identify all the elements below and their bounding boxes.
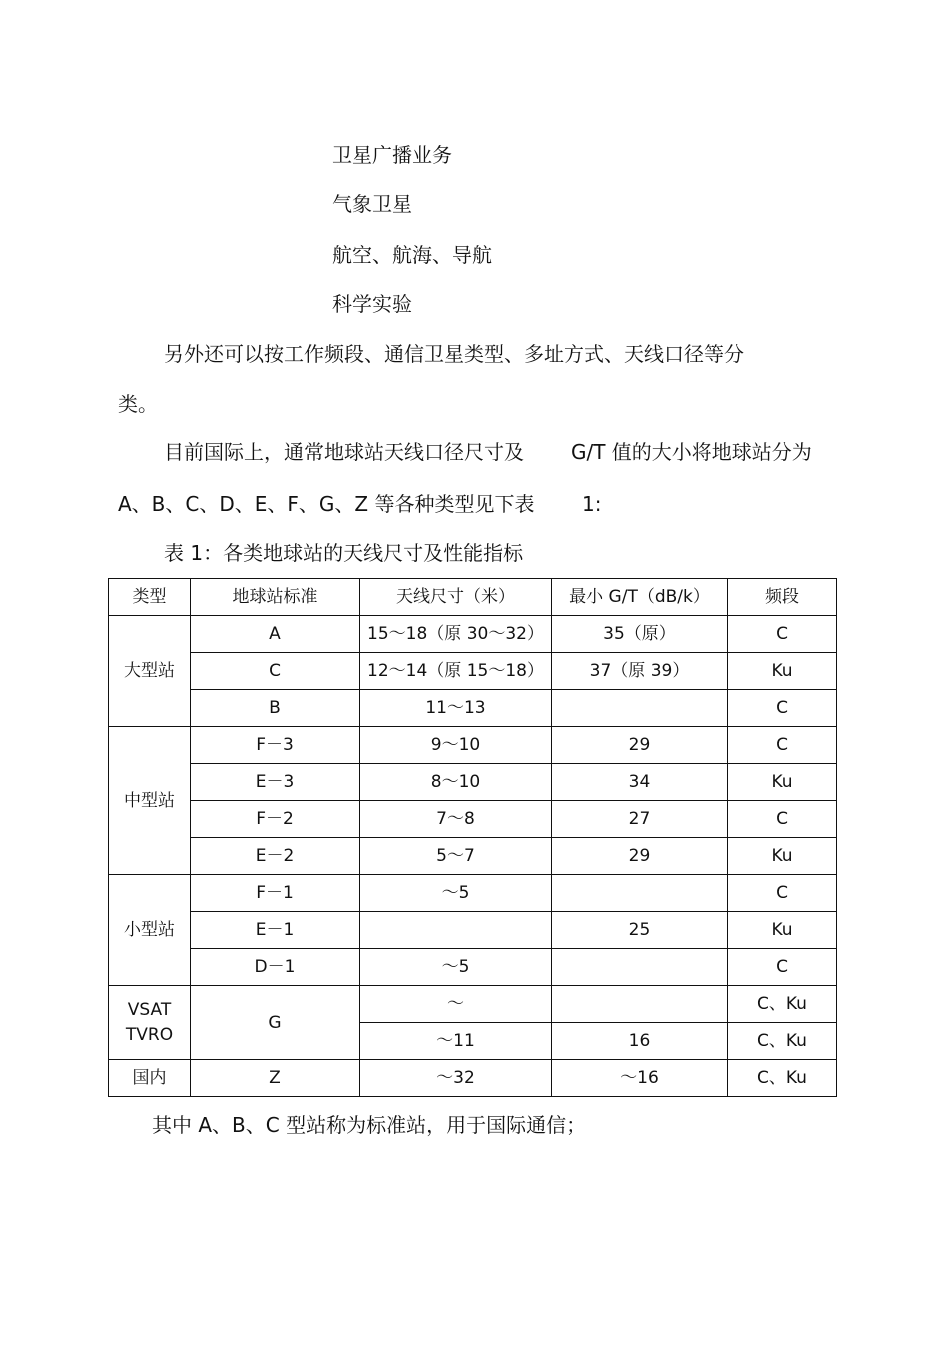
band-cell: C [728, 616, 837, 653]
standard-cell: C [191, 653, 360, 690]
station-type-cell: VSAT TVRO [109, 986, 191, 1060]
band-cell: Ku [728, 764, 837, 801]
earth-station-table [108, 578, 837, 1097]
station-table-wrapper [108, 578, 837, 1097]
table-row [109, 838, 837, 875]
standard-cell: E－3 [191, 764, 360, 801]
min-gt-cell [552, 986, 728, 1023]
min-gt-cell: 34 [552, 764, 728, 801]
table-caption: 表 1：各类地球站的天线尺寸及性能指标 [164, 541, 524, 565]
standard-cell: D－1 [191, 949, 360, 986]
min-gt-cell [552, 690, 728, 727]
antenna-size-cell: ～5 [360, 875, 552, 912]
table-row [109, 875, 837, 912]
min-gt-cell: 25 [552, 912, 728, 949]
paragraph-line: 其中 A、B、C 型站称为标准站，用于国际通信； [152, 1113, 587, 1137]
antenna-size-cell: ～32 [360, 1060, 552, 1097]
header-antenna-size: 天线尺寸（米） [360, 579, 552, 616]
paragraph-line: 1: [582, 492, 602, 516]
band-cell: C [728, 727, 837, 764]
table-row [109, 912, 837, 949]
table-row [109, 616, 837, 653]
table-row [109, 1060, 837, 1097]
min-gt-cell: 29 [552, 838, 728, 875]
station-type-cell: 大型站 [109, 616, 191, 727]
paragraph-line: 目前国际上，通常地球站天线口径尺寸及 [164, 440, 524, 464]
band-cell: C、Ku [728, 1023, 837, 1060]
antenna-size-cell [360, 912, 552, 949]
antenna-size-cell: ～ [360, 986, 552, 1023]
list-item: 气象卫星 [332, 192, 412, 216]
band-cell: Ku [728, 653, 837, 690]
band-cell: C [728, 690, 837, 727]
antenna-size-cell: 9～10 [360, 727, 552, 764]
standard-cell: A [191, 616, 360, 653]
band-cell: C [728, 949, 837, 986]
antenna-size-cell: 15～18（原 30～32） [360, 616, 552, 653]
table-row [109, 801, 837, 838]
station-type-cell: 国内 [109, 1060, 191, 1097]
standard-cell: F－1 [191, 875, 360, 912]
station-type-cell: 中型站 [109, 727, 191, 875]
band-cell: C、Ku [728, 986, 837, 1023]
min-gt-cell: ～16 [552, 1060, 728, 1097]
header-standard: 地球站标准 [191, 579, 360, 616]
paragraph-line: A、B、C、D、E、F、G、Z 等各种类型见下表 [118, 492, 535, 516]
table-row [109, 727, 837, 764]
band-cell: C [728, 875, 837, 912]
min-gt-cell [552, 875, 728, 912]
list-item: 科学实验 [332, 292, 412, 316]
standard-cell: F－2 [191, 801, 360, 838]
min-gt-cell: 16 [552, 1023, 728, 1060]
standard-cell: Z [191, 1060, 360, 1097]
antenna-size-cell: 11～13 [360, 690, 552, 727]
antenna-size-cell: 5～7 [360, 838, 552, 875]
min-gt-cell: 29 [552, 727, 728, 764]
antenna-size-cell: 12～14（原 15～18） [360, 653, 552, 690]
band-cell: Ku [728, 912, 837, 949]
min-gt-cell: 37（原 39） [552, 653, 728, 690]
header-type: 类型 [109, 579, 191, 616]
antenna-size-cell: ～11 [360, 1023, 552, 1060]
table-row [109, 653, 837, 690]
paragraph-line: 另外还可以按工作频段、通信卫星类型、多址方式、天线口径等分 [164, 342, 744, 366]
min-gt-cell: 27 [552, 801, 728, 838]
band-cell: C、Ku [728, 1060, 837, 1097]
standard-cell: E－1 [191, 912, 360, 949]
table-row [109, 690, 837, 727]
list-item: 卫星广播业务 [332, 143, 452, 167]
table-row [109, 764, 837, 801]
table-row [109, 986, 837, 1023]
antenna-size-cell: 8～10 [360, 764, 552, 801]
paragraph-line: G/T 值的大小将地球站分为 [571, 440, 812, 464]
antenna-size-cell: ～5 [360, 949, 552, 986]
paragraph-line: 类。 [118, 392, 158, 416]
table-row [109, 949, 837, 986]
station-type-cell: 小型站 [109, 875, 191, 986]
min-gt-cell: 35（原） [552, 616, 728, 653]
standard-cell: F－3 [191, 727, 360, 764]
list-item: 航空、航海、导航 [332, 243, 492, 267]
table-header-row [109, 579, 837, 616]
min-gt-cell [552, 949, 728, 986]
band-cell: Ku [728, 838, 837, 875]
band-cell: C [728, 801, 837, 838]
header-min-gt: 最小 G/T（dB/k） [552, 579, 728, 616]
header-band: 频段 [728, 579, 837, 616]
antenna-size-cell: 7～8 [360, 801, 552, 838]
standard-cell: B [191, 690, 360, 727]
standard-cell: G [191, 986, 360, 1060]
standard-cell: E－2 [191, 838, 360, 875]
